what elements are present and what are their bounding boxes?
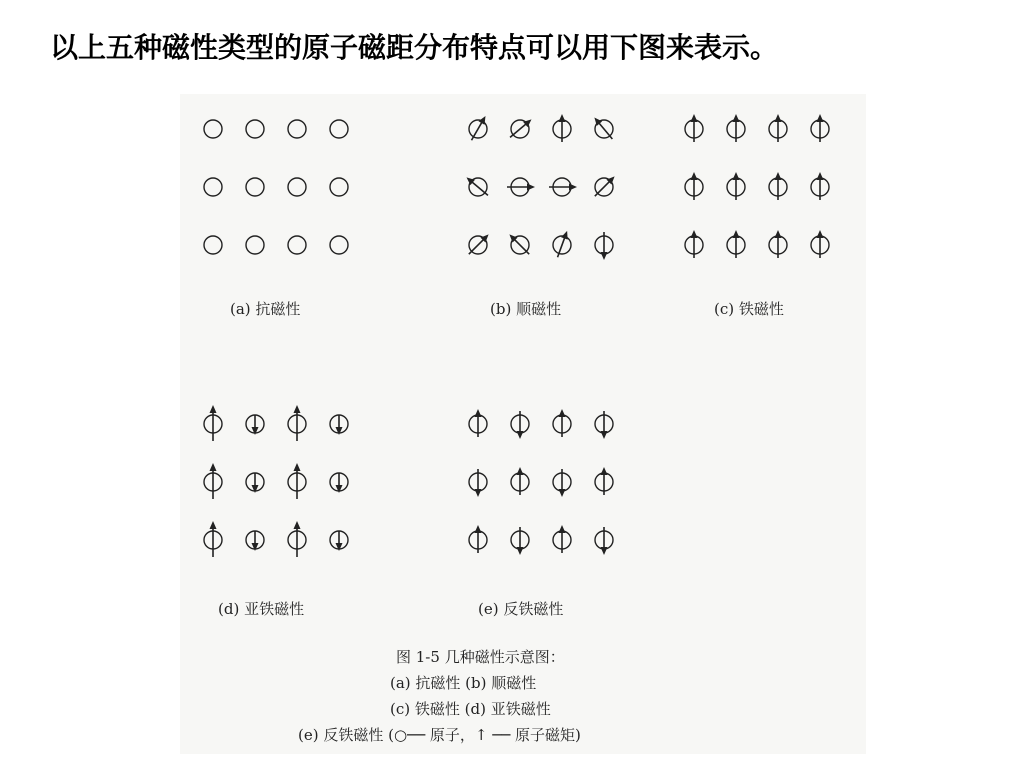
atom-circle xyxy=(204,120,222,138)
atom xyxy=(246,473,264,493)
atom xyxy=(246,120,264,138)
atom xyxy=(288,463,306,499)
panel-c-label: (c) 铁磁性 xyxy=(714,300,784,318)
atom-circle xyxy=(288,120,306,138)
atom xyxy=(246,178,264,196)
atom xyxy=(204,178,222,196)
panel-e-label: (e) 反铁磁性 xyxy=(478,600,564,618)
slide-title: 以上五种磁性类型的原子磁距分布特点可以用下图来表示。 xyxy=(50,31,779,64)
atom xyxy=(204,120,222,138)
atom-circle xyxy=(246,120,264,138)
panel-c-grid xyxy=(685,114,829,258)
moment-arrow xyxy=(210,405,217,441)
atom xyxy=(553,469,571,497)
atom xyxy=(769,114,787,142)
panel-b-label: (b) 顺磁性 xyxy=(490,300,562,318)
atom xyxy=(769,172,787,200)
atom xyxy=(727,172,745,200)
panel-d-grid xyxy=(204,405,348,557)
panel-a-label: (a) 抗磁性 xyxy=(230,300,301,318)
atom xyxy=(507,232,532,257)
atom xyxy=(246,415,264,435)
atom xyxy=(595,527,613,555)
atom xyxy=(553,114,571,142)
atom xyxy=(769,230,787,258)
atom xyxy=(811,172,829,200)
atom xyxy=(330,120,348,138)
panel-d-label: (d) 亚铁磁性 xyxy=(218,600,305,618)
atom xyxy=(468,114,488,142)
atom xyxy=(288,521,306,557)
atom-circle xyxy=(288,236,306,254)
panel-e-grid xyxy=(469,409,613,555)
atom xyxy=(553,230,571,259)
atom xyxy=(508,117,534,140)
atom-circle xyxy=(204,178,222,196)
atom-circle xyxy=(330,178,348,196)
atom-circle xyxy=(288,178,306,196)
atom xyxy=(464,175,490,198)
panel-b-grid xyxy=(464,114,617,260)
atom xyxy=(595,467,613,495)
atom xyxy=(330,531,348,551)
atom xyxy=(507,178,535,196)
moment-arrow xyxy=(294,405,301,441)
atom xyxy=(592,115,615,141)
atom xyxy=(511,467,529,495)
moment-arrow xyxy=(294,521,301,557)
atom xyxy=(204,463,222,499)
atom xyxy=(288,236,306,254)
atom xyxy=(592,174,617,199)
atom xyxy=(553,525,571,553)
atom xyxy=(204,521,222,557)
moment-arrow xyxy=(210,521,217,557)
caption-line-4: (e) 反铁磁性 (○── 原子，↑ ── 原子磁矩) xyxy=(298,726,581,744)
atom xyxy=(204,405,222,441)
atom xyxy=(595,232,613,260)
moment-arrow xyxy=(210,463,217,499)
atom xyxy=(288,405,306,441)
atom-circle xyxy=(330,120,348,138)
caption-title: 图 1-5 几种磁性示意图： xyxy=(396,648,565,666)
atom xyxy=(204,236,222,254)
atom xyxy=(469,525,487,553)
atom xyxy=(685,172,703,200)
atom xyxy=(685,114,703,142)
atom xyxy=(811,230,829,258)
atom xyxy=(246,531,264,551)
atom xyxy=(727,230,745,258)
atom xyxy=(469,469,487,497)
atom xyxy=(511,527,529,555)
caption-line-3: (c) 铁磁性 (d) 亚铁磁性 xyxy=(390,700,551,718)
atom xyxy=(595,411,613,439)
atom-circle xyxy=(246,236,264,254)
atom xyxy=(330,178,348,196)
atom-circle xyxy=(204,236,222,254)
atom-circle xyxy=(330,236,348,254)
atom xyxy=(246,236,264,254)
moment-arrow xyxy=(294,463,301,499)
atom xyxy=(466,232,491,257)
atom xyxy=(330,236,348,254)
atom xyxy=(727,114,745,142)
atom xyxy=(330,415,348,435)
atom xyxy=(469,409,487,437)
atom-circle xyxy=(246,178,264,196)
figure-scan xyxy=(180,94,866,754)
panel-a-grid xyxy=(204,120,348,254)
atom xyxy=(330,473,348,493)
atom xyxy=(511,411,529,439)
caption-line-2: (a) 抗磁性 (b) 顺磁性 xyxy=(390,674,537,692)
atom xyxy=(685,230,703,258)
atom xyxy=(549,178,577,196)
atom xyxy=(811,114,829,142)
atom xyxy=(288,120,306,138)
atom xyxy=(288,178,306,196)
atom xyxy=(553,409,571,437)
